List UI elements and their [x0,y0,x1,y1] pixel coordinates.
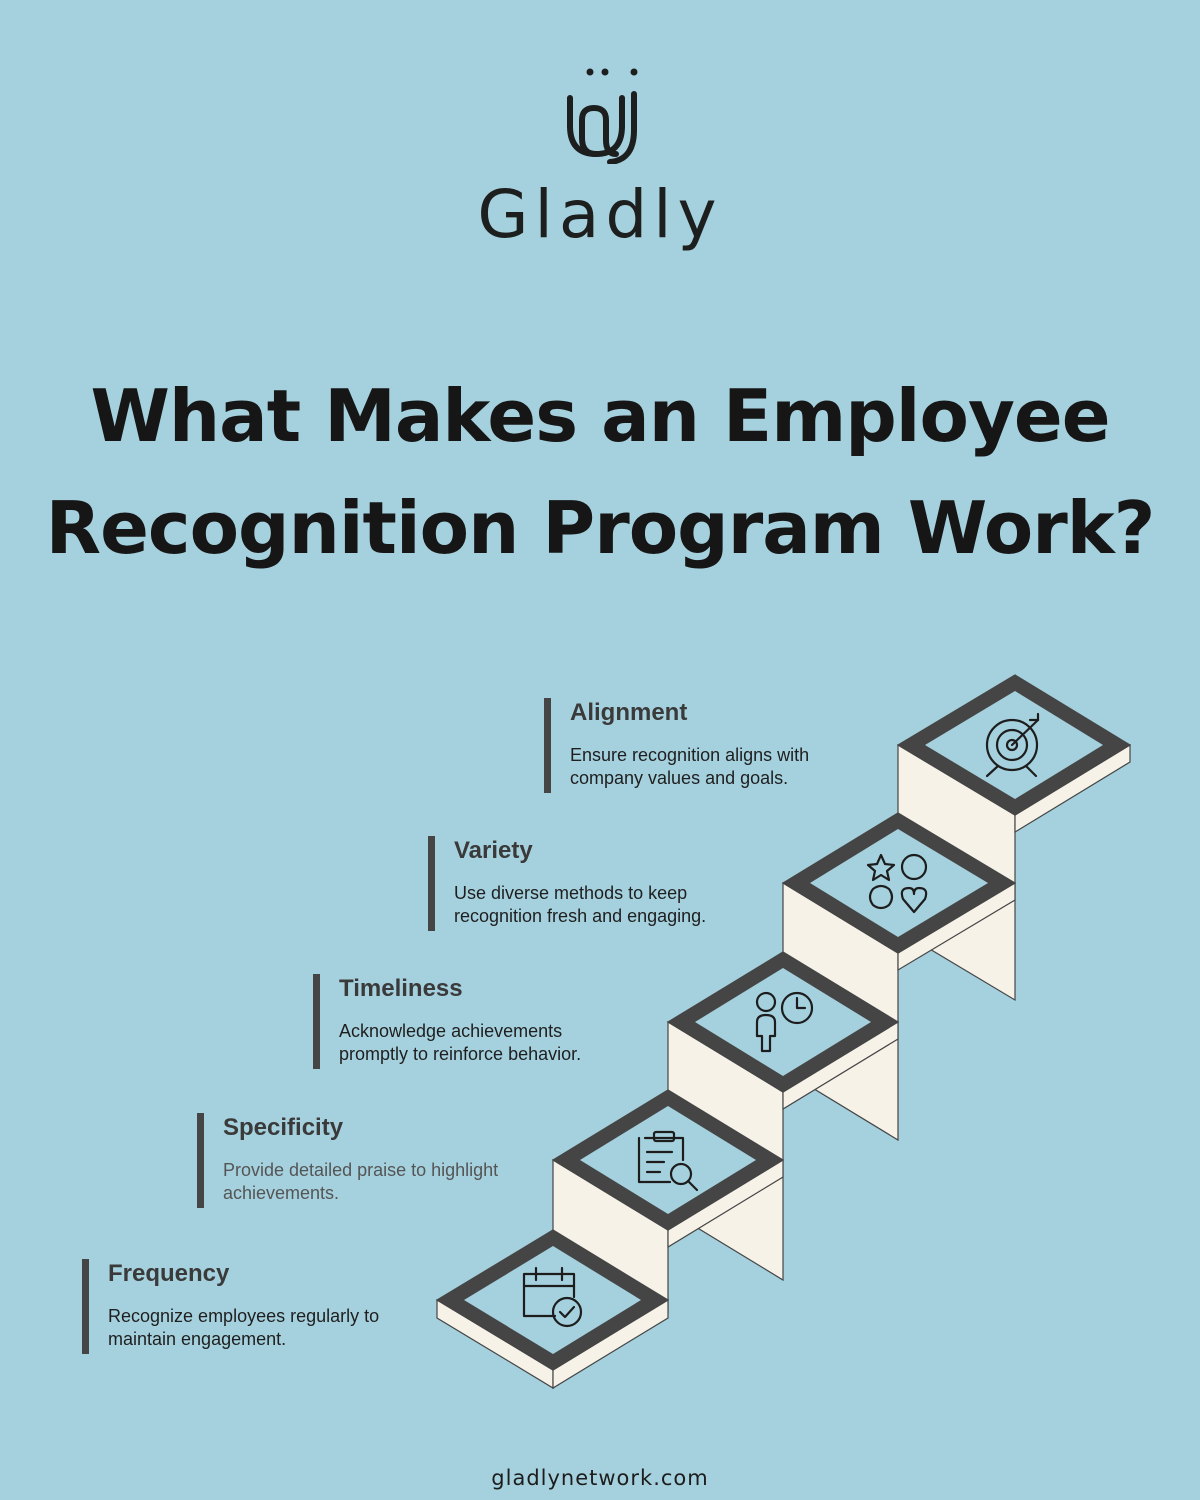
step-variety [428,836,744,931]
brand-name: Gladly [477,176,723,253]
page-title-line-1: What Makes an Employee [90,374,1110,458]
step-frequency [82,1259,408,1354]
step-heading: Timeliness [339,975,463,1002]
step-heading: Frequency [108,1260,230,1287]
page-title-line-2: Recognition Program Work? [45,486,1155,570]
footer-url[interactable]: gladlynetwork.com [491,1466,709,1490]
step-alignment [544,698,840,793]
step-description: Ensure recognition aligns with company values and goals. [570,745,810,788]
step-description: Recognize employees regularly to maintain engagement. [108,1306,380,1349]
step-heading: Specificity [223,1114,344,1141]
step-description: Use diverse methods to keep recognition fresh and engaging. [454,883,707,926]
step-description: Provide detailed praise to highlight achievements. [223,1160,499,1203]
step-heading: Alignment [570,699,688,726]
step-description: Acknowledge achievements promptly to reinforce behavior. [339,1021,582,1064]
step-timeliness [313,974,629,1069]
step-specificity [197,1113,523,1208]
step-heading: Variety [454,837,533,864]
